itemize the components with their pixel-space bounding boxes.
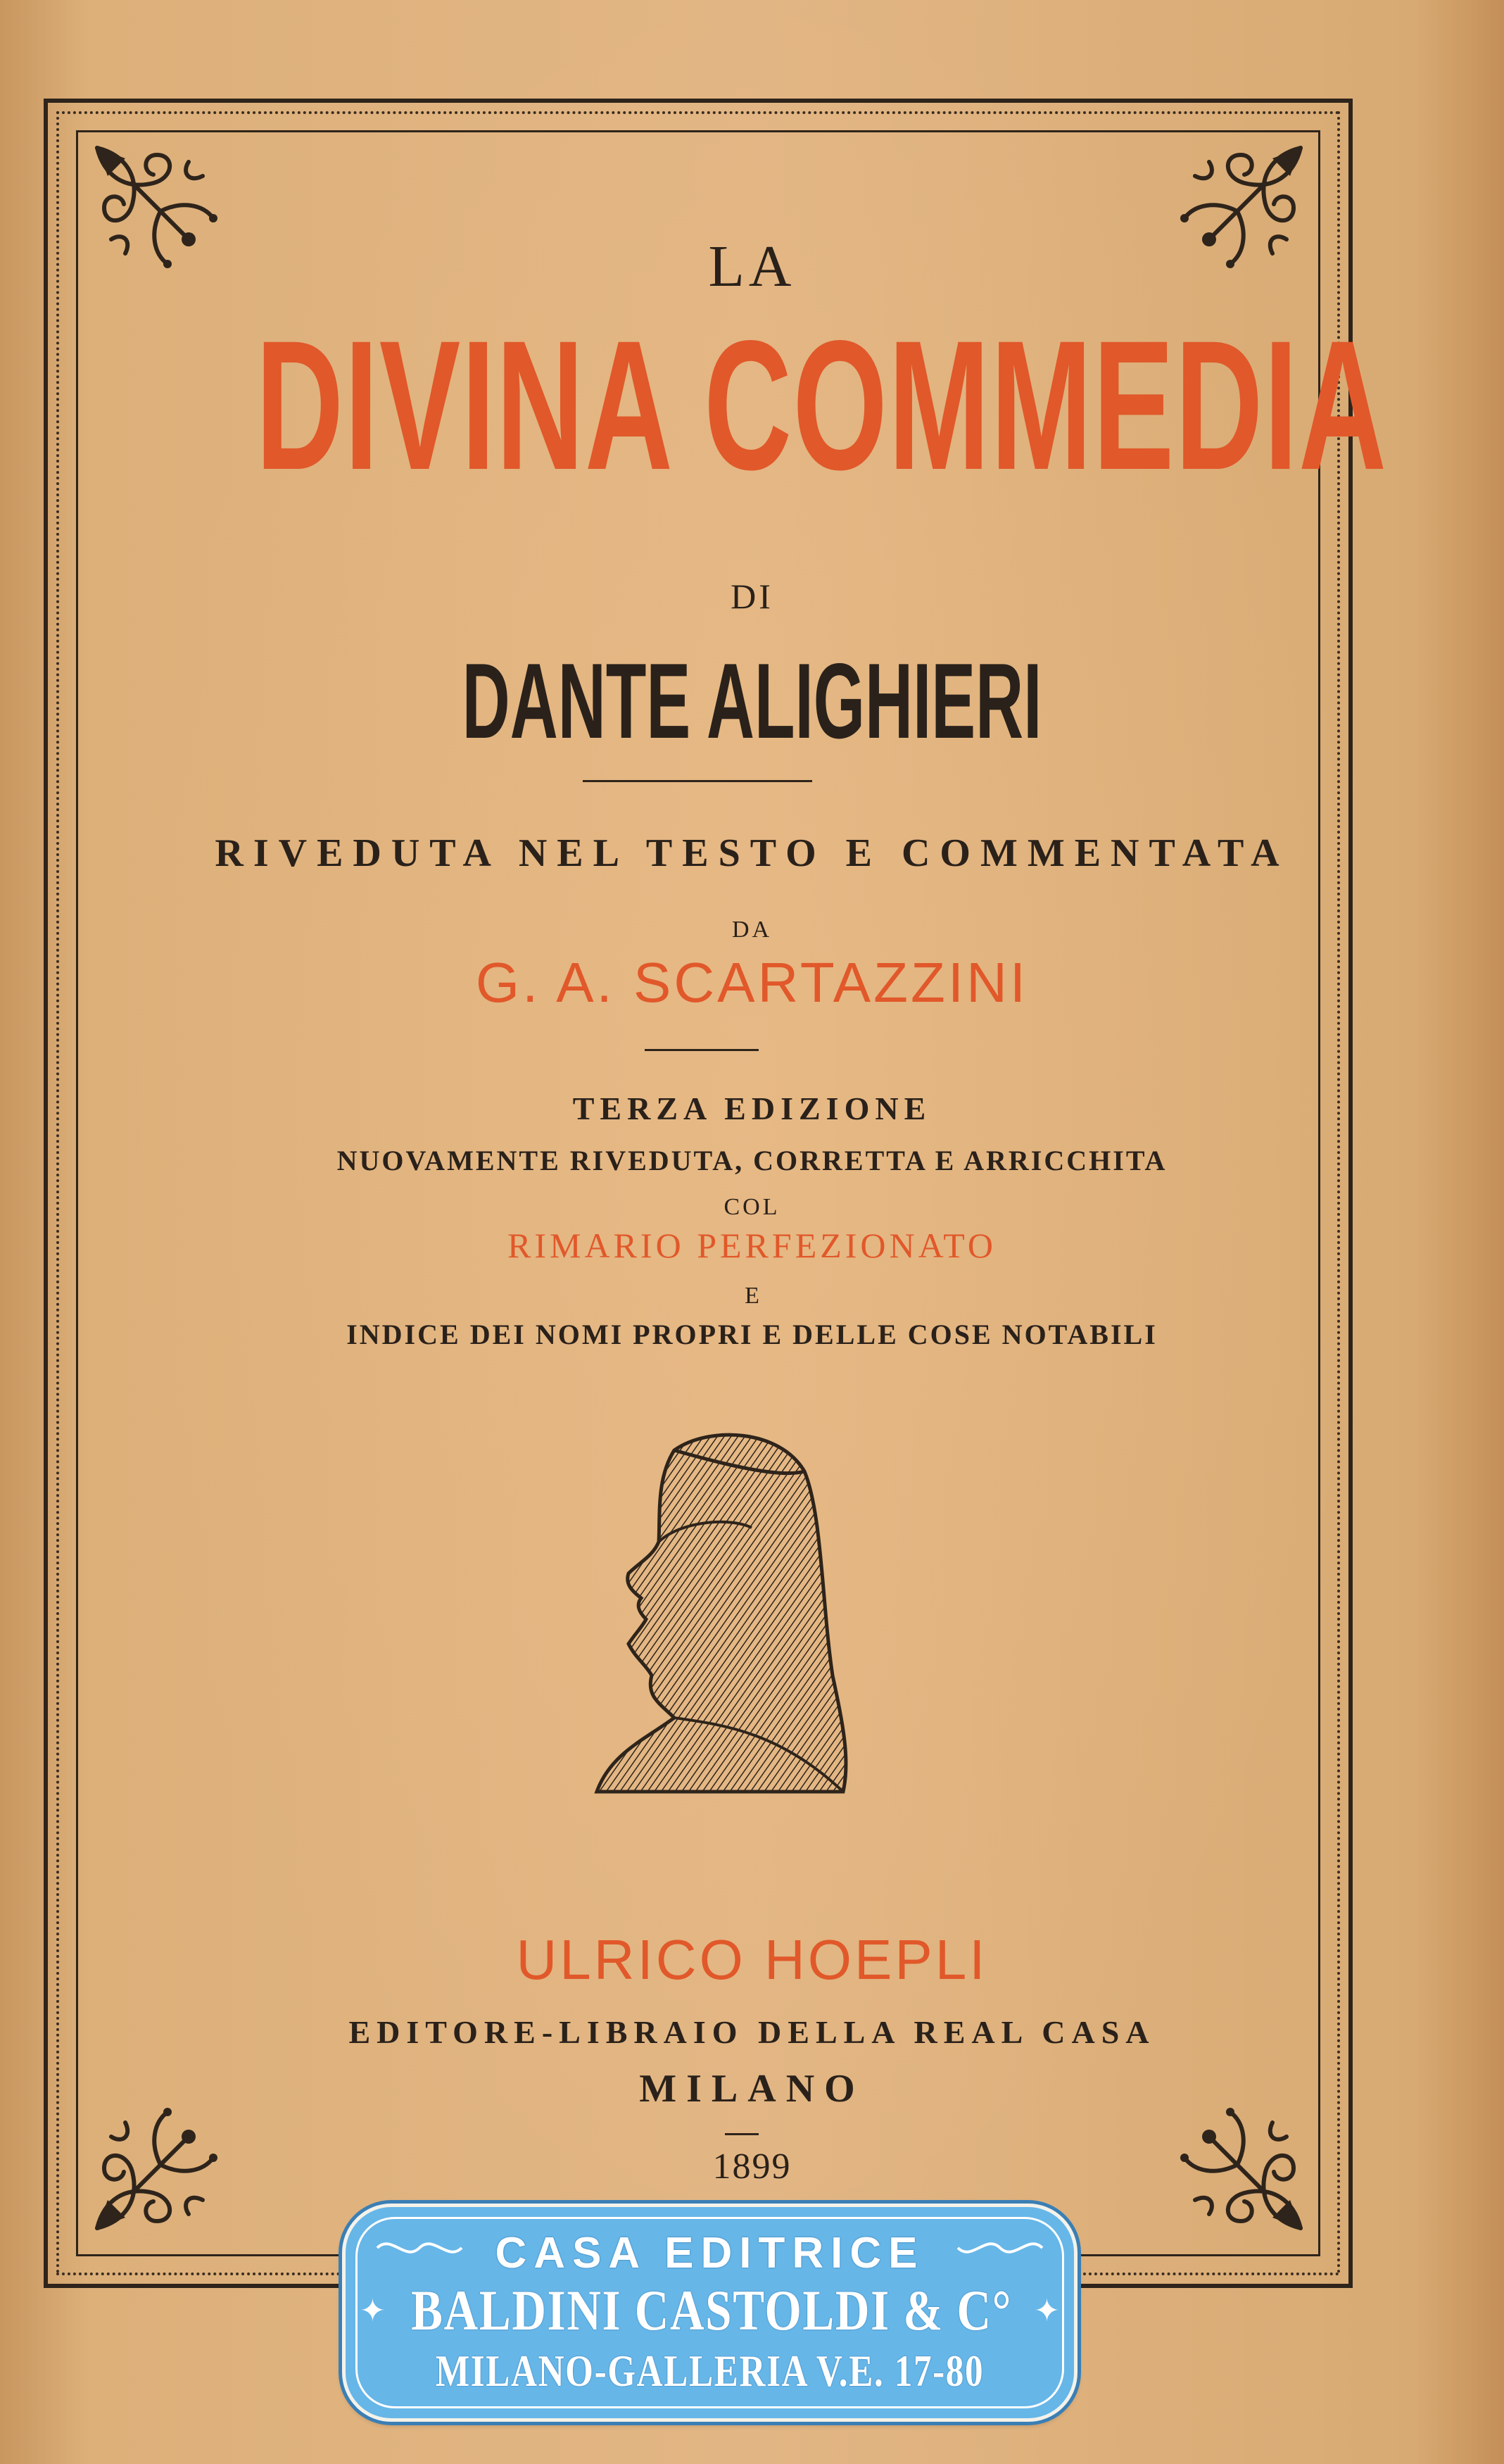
star-icon: ✦ (360, 2294, 386, 2328)
author-name: DANTE ALIGHIERI (462, 641, 1042, 761)
stamp-line-1: CASA EDITRICE (495, 2229, 925, 2277)
da-label: DA (731, 917, 773, 943)
bookseller-stamp (342, 2204, 1078, 2422)
dante-portrait-icon (569, 1422, 864, 1809)
revised-line: RIVEDUTA NEL TESTO E COMMENTATA (215, 831, 1289, 875)
e-label: E (745, 1283, 759, 1309)
editor-name: G. A. SCARTAZZINI (475, 951, 1029, 1014)
divider (583, 780, 812, 782)
edition-note: NUOVAMENTE RIVEDUTA, CORRETTA E ARRICCHITA (336, 1145, 1168, 1176)
publication-city: MILANO (639, 2067, 865, 2111)
col-label: COL (723, 1194, 781, 1220)
divider (725, 2133, 759, 2135)
divider (645, 1049, 759, 1051)
di-label: DI (731, 577, 773, 616)
edition-label: TERZA EDIZIONE (572, 1090, 932, 1126)
stamp-line-3: MILANO-GALLERIA V.E. 17-80 (435, 2346, 985, 2396)
star-icon: ✦ (1034, 2294, 1060, 2328)
rimario-label: RIMARIO PERFEZIONATO (507, 1226, 997, 1265)
publisher-name: ULRICO HOEPLI (516, 1928, 988, 1991)
index-note: INDICE DEI NOMI PROPRI E DELLE COSE NOTABILI (346, 1319, 1158, 1350)
stamp-line-2: BALDINI CASTOLDI & C° (411, 2278, 1013, 2342)
publisher-role: EDITORE-LIBRAIO DELLA REAL CASA (348, 2014, 1156, 2050)
book-title: DIVINA COMMEDIA (255, 302, 1388, 508)
title-article: LA (708, 234, 796, 299)
publication-year: 1899 (712, 2146, 792, 2187)
